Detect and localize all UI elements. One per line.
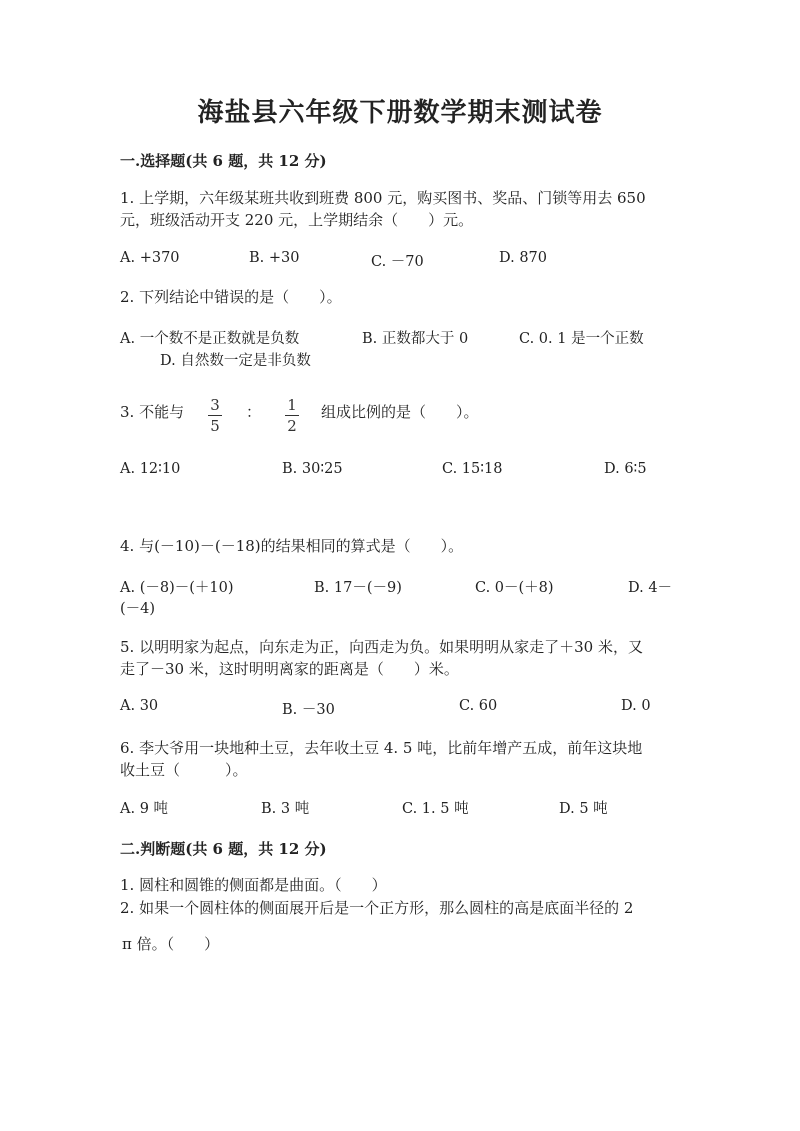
question-5-option-a: A. 30 <box>120 698 159 714</box>
question-1-option-a: A. +370 <box>120 250 180 266</box>
page-title: 海盐县六年级下册数学期末测试卷 <box>197 98 603 128</box>
question-5-line2: 走了－30 米，这时明明离家的距离是（ ）米。 <box>120 660 459 678</box>
question-1-line2: 元，班级活动开支 220 元，上学期结余（ ）元。 <box>120 211 474 229</box>
question-2-option-d: D. 自然数一定是非负数 <box>160 353 311 369</box>
section-heading-true-false: 二.判断题(共 6 题，共 12 分) <box>120 840 327 858</box>
tf-question-2-line2: π 倍。（ ） <box>122 935 220 953</box>
question-6-option-a: A. 9 吨 <box>120 801 169 817</box>
fraction-2-bar <box>285 415 299 416</box>
fraction-1-denominator: 5 <box>210 417 220 435</box>
question-3-suffix: 组成比例的是（ ）。 <box>321 403 479 421</box>
fraction-1-numerator: 3 <box>210 396 220 414</box>
question-4-option-d-wrap: (－4) <box>120 601 156 617</box>
fraction-1-bar <box>208 415 222 416</box>
question-4-option-a: A. (－8)－(＋10) <box>120 580 234 596</box>
question-5-line1: 5. 以明明家为起点，向东走为正，向西走为负。如果明明从家走了＋30 米，又 <box>120 638 643 656</box>
question-4-option-b: B. 17－(－9) <box>314 580 402 596</box>
question-5-option-c: C. 60 <box>459 698 498 714</box>
question-6-option-c: C. 1. 5 吨 <box>402 801 469 817</box>
question-2-option-c: C. 0. 1 是一个正数 <box>519 331 644 347</box>
question-3-option-c: C. 15∶18 <box>442 461 503 477</box>
question-4-option-d: D. 4－ <box>628 580 673 596</box>
question-3-option-a: A. 12∶10 <box>120 461 181 477</box>
question-1-option-c: C. －70 <box>371 254 424 270</box>
question-4-line1: 4. 与(－10)－(－18)的结果相同的算式是（ ）。 <box>120 537 464 555</box>
question-2-line1: 2. 下列结论中错误的是（ ）。 <box>120 288 342 306</box>
question-5-option-d: D. 0 <box>621 698 651 714</box>
fraction-2-numerator: 1 <box>287 396 297 414</box>
fraction-one-half <box>284 396 300 435</box>
question-3-prefix: 3. 不能与 <box>120 403 185 421</box>
question-3-option-b: B. 30∶25 <box>282 461 343 477</box>
question-1-line1: 1. 上学期，六年级某班共收到班费 800 元，购买图书、奖品、门锁等用去 650 <box>120 189 646 207</box>
section-heading-choice: 一.选择题(共 6 题，共 12 分) <box>120 152 327 170</box>
question-3-option-d: D. 6∶5 <box>604 461 647 477</box>
question-1-option-d: D. 870 <box>499 250 548 266</box>
question-5-option-b: B. －30 <box>282 702 335 718</box>
question-6-line2: 收土豆（ ）。 <box>120 761 248 779</box>
question-6-line1: 6. 李大爷用一块地种土豆，去年收土豆 4. 5 吨，比前年增产五成，前年这块地 <box>120 739 643 757</box>
tf-question-1: 1. 圆柱和圆锥的侧面都是曲面。（ ） <box>120 876 387 894</box>
question-6-option-d: D. 5 吨 <box>559 801 608 817</box>
question-6-option-b: B. 3 吨 <box>261 801 310 817</box>
question-3-colon: ： <box>246 403 262 421</box>
question-1-option-b: B. +30 <box>249 250 300 266</box>
question-2-option-b: B. 正数都大于 0 <box>362 331 469 347</box>
question-2-option-a: A. 一个数不是正数就是负数 <box>120 331 300 347</box>
question-4-option-c: C. 0－(＋8) <box>475 580 554 596</box>
fraction-three-fifths <box>207 396 223 435</box>
fraction-2-denominator: 2 <box>287 417 297 435</box>
tf-question-2-line1: 2. 如果一个圆柱体的侧面展开后是一个正方形，那么圆柱的高是底面半径的 2 <box>120 899 634 917</box>
